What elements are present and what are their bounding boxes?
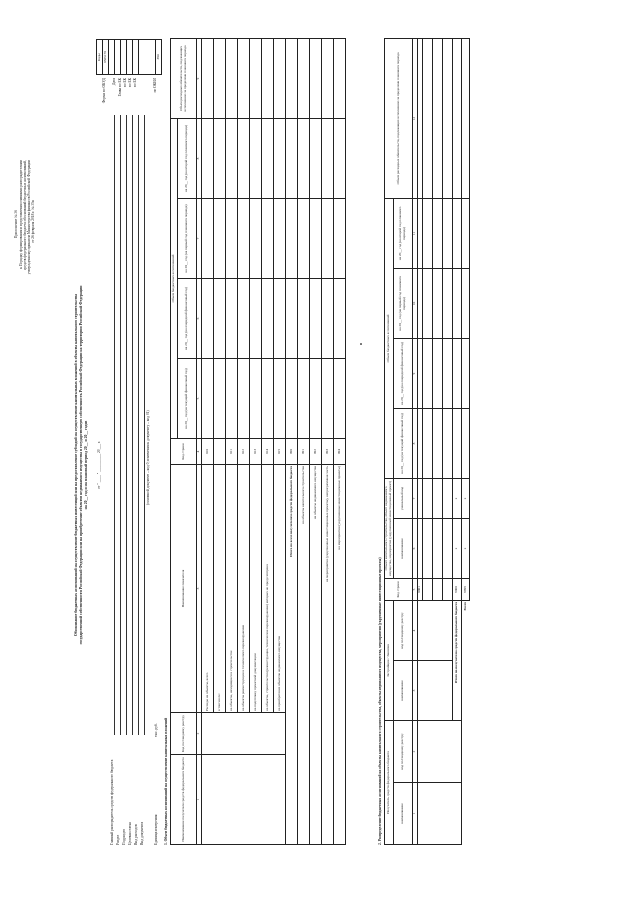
s2-value-cell[interactable] (422, 338, 432, 408)
s1-col-indicator: Наименование показателя (171, 465, 197, 713)
section1-table (170, 38, 346, 845)
s1-value-cell[interactable] (202, 39, 214, 119)
s2-value-cell[interactable] (452, 408, 461, 478)
s1-col-number: 3 (197, 465, 202, 713)
s1-value-cell[interactable] (334, 359, 346, 439)
s2-x-mark: x (461, 478, 470, 518)
s1-value-cell[interactable] (322, 39, 334, 119)
s2-total-code: 9000 (452, 578, 461, 600)
field-doc-type: Вид документа (140, 821, 144, 845)
s2-col-obligations: Объем расходных обязательств, подлежащих исполнению за пределами планового периода (385, 38, 413, 198)
s2-value-cell[interactable] (422, 578, 432, 600)
s1-value-cell[interactable] (310, 279, 322, 359)
s2-value-cell[interactable] (432, 408, 442, 478)
s1-value-cell[interactable] (286, 199, 298, 279)
title-line-1: Обоснование бюджетных ассигнований на осуществление бюджетных инвестиций или на предоставление субсидий на осуществление капитальных вложений в объекты капитального строительства (74, 293, 78, 637)
s1-value-cell[interactable] (322, 359, 334, 439)
s1-col-y2: на 20__ год (на очередной финансовый год) (178, 279, 197, 359)
codes-table (96, 39, 162, 75)
s1-table-row (334, 39, 346, 845)
s1-value-cell[interactable] (298, 119, 310, 199)
s2-grand-row (461, 38, 470, 844)
s2-col-number: 4 (413, 600, 418, 660)
s1-value-cell[interactable] (226, 119, 238, 199)
s1-value-cell[interactable] (262, 359, 274, 439)
s1-row-label: на объекты недвижимого имущества (310, 465, 322, 845)
s2-value-cell[interactable] (432, 478, 442, 518)
s1-value-cell[interactable] (298, 279, 310, 359)
s2-col-number: 6 (413, 518, 418, 578)
s2-col-number: 10 (413, 268, 418, 338)
s1-value-cell[interactable] (274, 119, 286, 199)
s2-customer-reg-cell[interactable] (418, 600, 453, 660)
field-chief-manager: Главный распорядитель средств федерального бюджета (110, 759, 114, 845)
s1-row-label: на объекты, находящиеся в строительстве (226, 465, 238, 713)
s1-col-number: 5 (197, 359, 202, 439)
s1-value-cell[interactable] (250, 39, 262, 119)
s2-grand-code: 9999 (461, 578, 470, 600)
okei-value: 384 (156, 40, 162, 75)
s1-table-row (202, 39, 214, 845)
s2-value-cell[interactable] (442, 198, 452, 268)
s1-row-label: на приобретение объектов недвижимого имущества (274, 465, 286, 713)
s1-row-code: 091 (298, 439, 310, 465)
s2-grand-label: Всего (462, 601, 467, 611)
s1-row-code: 012 (238, 439, 250, 465)
date-label: Дата (112, 78, 116, 86)
s1-row-code: 015 (274, 439, 286, 465)
s1-row-code: 011 (226, 439, 238, 465)
s2-col-volume: Объем бюджетных ассигнований (385, 198, 394, 478)
s1-value-cell[interactable] (226, 39, 238, 119)
s1-col-volume: Объем бюджетных ассигнований (171, 119, 178, 439)
s1-value-cell[interactable] (238, 359, 250, 439)
s1-value-cell[interactable] (238, 279, 250, 359)
s1-value-cell[interactable] (238, 119, 250, 199)
s1-value-cell[interactable] (298, 359, 310, 439)
s1-value-cell[interactable] (202, 199, 214, 279)
s1-row-code: 013 (250, 439, 262, 465)
s1-value-cell[interactable] (274, 279, 286, 359)
s1-row-code: 014 (262, 439, 274, 465)
s2-value-cell[interactable] (422, 268, 432, 338)
s2-value-cell[interactable] (442, 408, 452, 478)
s2-col-number: 3 (413, 660, 418, 720)
s1-col-number: 4 (197, 439, 202, 465)
appendix-line-3: средств федерального бюджета обоснований бюджетных ассигнований, (23, 160, 27, 271)
s2-value-cell[interactable] (432, 198, 442, 268)
appendix-line-5: от 26 февраля 2018 г. № 35н (31, 200, 35, 243)
s1-value-cell[interactable] (322, 279, 334, 359)
s1-value-cell[interactable] (310, 119, 322, 199)
s1-col-obligations: Объем расходных обязательств, подлежащих исполнению за пределами планового периода (171, 39, 197, 119)
s1-row-label: в том числе: (214, 465, 226, 713)
s1-row-code: 090 (286, 439, 298, 465)
section2-table (384, 38, 470, 845)
s1-table-row (298, 39, 310, 845)
s2-value-cell[interactable] (461, 38, 470, 198)
s1-value-cell[interactable] (274, 39, 286, 119)
s2-row-code: 0001 (418, 578, 423, 600)
s1-row-label: Итого по всем получателям средств федерального бюджета (286, 465, 298, 845)
s2-col-name: наименование (394, 783, 413, 845)
s2-col-number: 1 (413, 783, 418, 845)
s2-value-cell[interactable] (422, 198, 432, 268)
s2-value-cell[interactable] (461, 408, 470, 478)
s2-x-mark: x (452, 518, 461, 578)
s2-value-cell[interactable] (432, 518, 442, 578)
s1-value-cell[interactable] (262, 119, 274, 199)
s2-x-mark: x (452, 478, 461, 518)
s1-row-code: 010 (202, 439, 214, 465)
s1-row-code (214, 439, 226, 465)
s2-value-cell[interactable] (442, 38, 452, 198)
appendix-line-1: Приложение № 36 (14, 210, 18, 239)
s2-col-number: 11 (413, 198, 418, 268)
s1-value-cell[interactable] (202, 279, 214, 359)
s1-value-cell[interactable] (286, 279, 298, 359)
s1-value-cell[interactable] (214, 119, 226, 199)
s2-total-label: Итого по получателю средств федерального бюджета (452, 600, 461, 720)
s1-row-label: на объекты капитального строительства (298, 465, 310, 845)
s1-value-cell[interactable] (310, 199, 322, 279)
s1-value-cell[interactable] (262, 39, 274, 119)
s2-value-cell[interactable] (452, 198, 461, 268)
section1-title: 1. Объем бюджетных ассигнований на осуществление капитальных вложений (164, 717, 168, 845)
s1-row-label: Расходы на объекты, всего (202, 465, 214, 713)
s2-col-y1: на 20__ год (на текущий финансовый год) (394, 408, 413, 478)
s1-value-cell[interactable] (274, 359, 286, 439)
s2-value-cell[interactable] (422, 38, 432, 198)
s1-value-cell[interactable] (334, 199, 346, 279)
s1-row-label: на объекты, строительство (реконструкция, техническое перевооружение) которых не предусмотрено (262, 465, 274, 713)
s1-value-cell[interactable] (298, 199, 310, 279)
s1-col-number: 7 (197, 199, 202, 279)
s2-col-object: Объект капитального строительства, объект недвижимого имущества, мероприятие (укрупненный инвестиционный проект) (385, 478, 394, 578)
s1-value-cell[interactable] (262, 199, 274, 279)
s2-value-cell[interactable] (442, 268, 452, 338)
s1-value-cell[interactable] (226, 199, 238, 279)
s1-value-cell[interactable] (298, 39, 310, 119)
s1-value-cell[interactable] (214, 199, 226, 279)
bk2-label: по БК (128, 78, 132, 88)
s1-row-code: 093 (322, 439, 334, 465)
appendix-line-2: к Порядку формирования и представления главными распорядителями (19, 160, 23, 269)
s1-row-label: на подготовку проектной документации (250, 465, 262, 713)
section2-title: 2. Распределение бюджетных ассигнований на объекты капитального строительства, объекты недвижимого имущества, мероприятия (укрупненные инвестиционные проекты) (378, 557, 382, 845)
s1-col-number: 8 (197, 119, 202, 199)
s1-col-y1: на 20__ год (на текущий финансовый год) (178, 359, 197, 439)
s1-value-cell[interactable] (310, 39, 322, 119)
s2-value-cell[interactable] (452, 38, 461, 198)
s2-col-number: 9 (413, 338, 418, 408)
s2-col-number: 7 (413, 478, 418, 518)
s1-recipient-code-cell[interactable] (202, 713, 286, 755)
s1-col-number: 2 (197, 713, 202, 755)
s2-col-number: 5 (413, 578, 418, 600)
okud-value: 0505170 (103, 40, 109, 75)
bk3-label: по БК (133, 78, 137, 88)
s2-value-cell[interactable] (432, 338, 442, 408)
s2-col-y2: на 20__ год (на очередной финансовый год) (394, 338, 413, 408)
s1-value-cell[interactable] (214, 359, 226, 439)
s2-value-cell[interactable] (432, 268, 442, 338)
s1-table-row (322, 39, 334, 845)
s2-value-cell[interactable] (432, 38, 442, 198)
field-expense-type: Вид расходов (134, 824, 138, 845)
s2-recipient-reg-cell[interactable] (418, 720, 462, 782)
s2-value-cell[interactable] (461, 198, 470, 268)
s1-value-cell[interactable] (334, 39, 346, 119)
s1-value-cell[interactable] (262, 279, 274, 359)
field-doc-type-hint: (основной документ – код 0; изменения к документу – код 01) (146, 410, 150, 505)
s2-value-cell[interactable] (432, 578, 442, 600)
s2-value-cell[interactable] (452, 338, 461, 408)
doc-type-cell[interactable] (139, 40, 156, 75)
date-line: от " ____ " __________ 20___ г. (97, 441, 101, 489)
s1-value-cell[interactable] (322, 199, 334, 279)
s2-col-cust-name: наименование (394, 660, 413, 720)
s2-customer-name-cell[interactable] (418, 660, 453, 720)
s2-value-cell[interactable] (422, 518, 432, 578)
s1-recipient-cell[interactable] (202, 755, 286, 845)
s2-col-customer: Застройщик / Заказчик (385, 600, 394, 720)
s1-row-code: 092 (310, 439, 322, 465)
field-unit-value: тыс. руб. (154, 723, 158, 737)
s2-value-cell[interactable] (442, 478, 452, 518)
s2-value-cell[interactable] (442, 578, 452, 600)
s1-value-cell[interactable] (274, 199, 286, 279)
s1-value-cell[interactable] (334, 279, 346, 359)
s1-value-cell[interactable] (250, 279, 262, 359)
bk1-label: по БК (123, 78, 127, 88)
s1-table-row (286, 39, 298, 845)
s2-value-cell[interactable] (422, 408, 432, 478)
s1-value-cell[interactable] (214, 279, 226, 359)
title-line-3: на 20__ год и на плановый период 20__ и 20__ годов (84, 420, 88, 510)
s1-value-cell[interactable] (286, 359, 298, 439)
glava-label: Глава по БК (118, 78, 122, 97)
s2-recipient-name-cell[interactable] (418, 783, 462, 845)
codes-header: Коды (97, 40, 103, 75)
s2-col-obj-name: наименование (394, 518, 413, 578)
s1-row-label: на мероприятия (укрупненные инвестиционные проекты), непрограммная часть (322, 465, 334, 845)
s2-x-mark: x (461, 518, 470, 578)
okud-label: Форма по ОКУД (102, 78, 106, 104)
s1-row-label: на мероприятия (укрупненные инвестиционные проекты) (334, 465, 346, 845)
title-line-2: государственной собственности Российской Федерации или на приобретение объектов недвижимого имущества в государственную собственность Российской Федерации на территории Российской Федерации (79, 285, 83, 645)
s1-value-cell[interactable] (250, 359, 262, 439)
s1-value-cell[interactable] (238, 199, 250, 279)
s1-col-number: 9 (197, 39, 202, 119)
s1-value-cell[interactable] (250, 199, 262, 279)
s2-col-line-code: Код строки (385, 578, 413, 600)
s2-value-cell[interactable] (422, 478, 432, 518)
s1-value-cell[interactable] (226, 279, 238, 359)
s2-col-cust-reg: код по Сводному реестру (394, 600, 413, 660)
s2-col-recipient: Получатель средств федерального бюджета (385, 720, 394, 844)
s1-col-y3: на 20__ год (на первый год планового периода) (178, 199, 197, 279)
s2-col-number: 12 (413, 38, 418, 198)
field-section: Раздел (116, 834, 120, 845)
s1-col-number: 6 (197, 279, 202, 359)
okei-label: по ОКЕИ (153, 78, 157, 93)
s1-table-row (310, 39, 322, 845)
field-target-article: Целевая статья (128, 822, 132, 845)
s2-value-cell[interactable] (442, 518, 452, 578)
s2-value-cell[interactable] (452, 268, 461, 338)
s1-row-code: 094 (334, 439, 346, 465)
s1-value-cell[interactable] (202, 119, 214, 199)
s1-value-cell[interactable] (238, 39, 250, 119)
s1-col-recipient: Наименование получателя средств федерального бюджета (171, 755, 197, 845)
s1-col-y4: на 20__ год (на второй год планового периода) (178, 119, 197, 199)
s2-col-number: 8 (413, 408, 418, 478)
s2-value-cell[interactable] (442, 338, 452, 408)
s1-value-cell[interactable] (310, 359, 322, 439)
s1-value-cell[interactable] (250, 119, 262, 199)
s1-col-line-code: Код строки (171, 439, 197, 465)
appendix-line-4: утвержденному приказом Министерства финансов Российской Федерации (27, 160, 31, 275)
s1-value-cell[interactable] (322, 119, 334, 199)
s2-value-cell[interactable] (461, 268, 470, 338)
s1-value-cell[interactable] (334, 119, 346, 199)
s1-col-number: 1 (197, 755, 202, 845)
s1-value-cell[interactable] (202, 359, 214, 439)
s2-value-cell[interactable] (461, 338, 470, 408)
s2-col-reg: код по Сводному реестру (394, 720, 413, 782)
s1-value-cell[interactable] (286, 119, 298, 199)
s1-col-recipient-code: Код по Сводному реестру (171, 713, 197, 755)
s2-col-obj-code: уникальный код (394, 478, 413, 518)
s2-col-y4: на 20__ год (на второй год планового периода) (394, 198, 413, 268)
field-subsection: Подраздел (122, 828, 126, 845)
s1-row-label: на объекты реконструкции и технического перевооружения (238, 465, 250, 713)
s2-col-number: 2 (413, 720, 418, 782)
s2-col-y3: на 20__ год (на первый год планового периода) (394, 268, 413, 338)
s1-value-cell[interactable] (214, 39, 226, 119)
field-unit: Единица измерения: (154, 813, 158, 845)
s1-value-cell[interactable] (286, 39, 298, 119)
s1-value-cell[interactable] (226, 359, 238, 439)
